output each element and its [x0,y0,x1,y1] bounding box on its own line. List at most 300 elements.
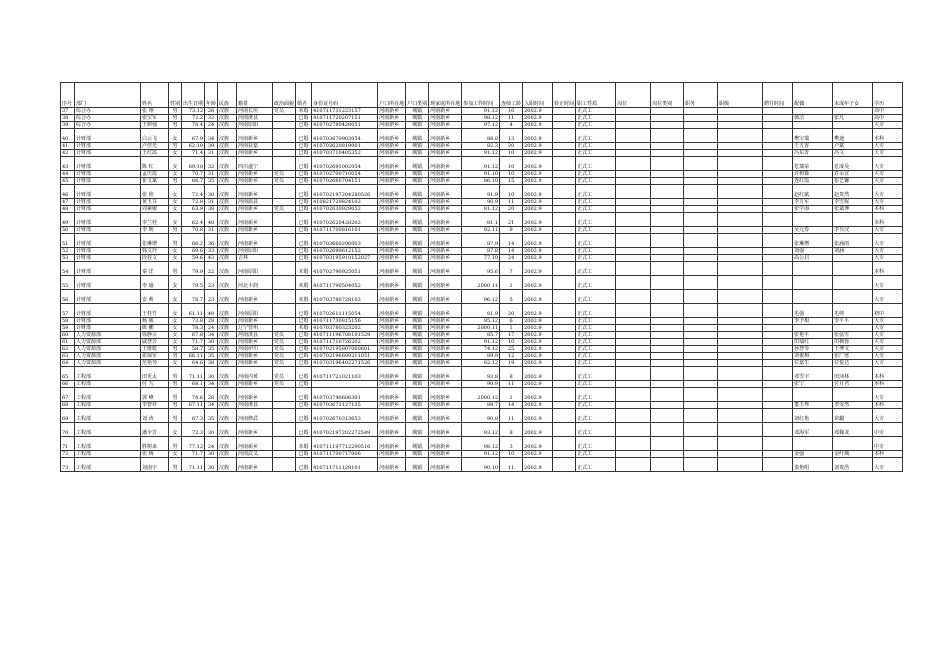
table-cell: 78.7 [182,290,205,304]
table-cell: 8 [500,367,523,381]
table-cell [616,234,651,248]
table-cell [553,122,576,129]
table-cell [616,437,651,451]
table-cell [763,339,793,346]
column-header: 入职时间 [523,83,553,108]
table-cell: 90.9 [462,381,500,388]
table-cell: 本科 [873,402,903,409]
table-cell: 已婚 [296,423,312,437]
table-cell: 女 [169,451,182,458]
table-row [61,213,903,227]
table-cell [718,339,763,346]
column-header: 出生日期 [182,83,205,108]
table-cell [833,108,873,115]
table-cell: 已婚 [296,318,312,325]
table-cell [273,290,296,304]
table-cell [684,381,718,388]
table-cell: 2002.9 [523,388,553,402]
table-cell [763,367,793,381]
table-cell: 90.8 [462,409,500,423]
table-cell [718,451,763,458]
table-cell: 城镇 [406,423,429,437]
table-cell: 工程部 [75,409,141,423]
table-cell: 金强 [793,451,833,458]
table-cell: 城镇 [406,437,429,451]
table-cell: 正式工 [576,248,616,255]
table-cell: 河南新乡 [429,304,462,318]
table-cell: 36 [205,234,218,248]
table-cell [718,423,763,437]
table-cell [553,199,576,206]
table-cell [616,353,651,360]
table-cell [718,129,763,143]
table-cell [793,213,833,227]
table-cell: 正式工 [576,402,616,409]
table-cell: 10 [500,171,523,178]
table-cell: 2002.9 [523,353,553,360]
table-cell: 410711197712290516 [312,437,378,451]
table-cell: 43 [61,157,75,171]
table-cell: 正式工 [576,304,616,318]
table-cell: 河南新乡 [237,290,273,304]
table-cell [684,360,718,367]
table-cell [616,213,651,227]
table-cell: 王五香 [793,143,833,150]
table-cell: 47 [61,199,75,206]
table-row [61,353,903,360]
table-cell [763,276,793,290]
table-cell [718,262,763,276]
table-cell: 郭 峰 [141,388,169,402]
table-cell [763,346,793,353]
table-cell: 汉族 [218,451,237,458]
table-cell [553,437,576,451]
table-cell: 汉族 [218,360,237,367]
table-cell: 大专 [873,234,903,248]
table-row [61,206,903,213]
table-cell: 11 [500,409,523,423]
table-cell: 男 [169,346,182,353]
table-cell: 女 [169,339,182,346]
table-cell [616,150,651,157]
table-cell: 毛强 [793,304,833,318]
table-cell: 河南新乡 [237,458,273,472]
table-cell: 女 [169,185,182,199]
table-cell: 李 瑜 [141,276,169,290]
table-cell: 男 [169,458,182,472]
table-cell: 58 [61,318,75,325]
table-cell: 计财部 [75,185,141,199]
table-cell: 41 [61,143,75,150]
table-cell: 河南修武 [237,409,273,423]
table-cell: 17 [500,332,523,339]
table-cell: 正式工 [576,451,616,458]
table-cell: 61 [61,339,75,346]
table-cell: 2002.9 [523,255,553,262]
table-cell: 孟庆霞 [141,171,169,178]
table-cell: 河南新乡 [429,199,462,206]
table-cell [684,458,718,472]
table-cell [718,150,763,157]
table-cell: 66.11 [182,353,205,360]
table-cell: 73.12 [182,108,205,115]
table-cell [763,290,793,304]
table-cell: 410711731223157 [312,108,378,115]
table-cell: 57 [61,304,75,318]
table-cell [763,206,793,213]
table-cell [793,108,833,115]
table-cell: 汉族 [218,129,237,143]
table-cell [651,143,684,150]
table-cell: 2002.9 [523,171,553,178]
table-cell: 45 [61,178,75,185]
table-cell: 38 [205,360,218,367]
table-cell: 毛帅 [833,304,873,318]
table-cell [616,276,651,290]
table-cell: 党员 [273,108,296,115]
table-cell: 已婚 [296,213,312,227]
table-row [61,108,903,115]
table-cell: 城镇 [406,108,429,115]
table-cell: 40 [205,304,218,318]
column-header: 职务 [684,83,718,108]
table-cell: 49 [61,213,75,227]
table-cell: 张琳增 [793,234,833,248]
table-cell: 党员 [273,353,296,360]
table-cell: 2002.9 [523,227,553,234]
table-row [61,143,903,150]
table-cell: 24 [500,255,523,262]
table-cell [684,115,718,122]
table-cell: 河南新乡 [378,115,406,122]
table-cell: 71.7 [182,339,205,346]
table-cell: 工程部 [75,381,141,388]
table-cell [763,360,793,367]
table-row [61,402,903,409]
table-cell: 89.9 [462,353,500,360]
table-row [61,262,903,276]
table-cell [273,227,296,234]
table-cell [763,150,793,157]
table-cell: 城镇 [406,143,429,150]
table-cell [763,423,793,437]
table-cell [684,171,718,178]
table-cell: 98.12 [462,115,500,122]
table-cell: 男 [169,353,182,360]
table-cell: 已婚 [296,143,312,150]
table-cell: 汉族 [218,290,237,304]
table-cell: 大专 [873,458,903,472]
table-cell: 河南新乡 [429,353,462,360]
table-cell: 许树森 [793,171,833,178]
table-cell [553,409,576,423]
table-cell: 正式工 [576,339,616,346]
table-cell [718,248,763,255]
table-cell: 85.7 [462,332,500,339]
table-cell: 35 [205,346,218,353]
table-cell [616,115,651,122]
table-cell: 10 [500,451,523,458]
table-cell: 大专 [873,409,903,423]
table-cell: 计财部 [75,234,141,248]
table-cell: 40 [205,213,218,227]
table-cell: 张弦雪 [833,332,873,339]
table-cell: 未婚 [296,290,312,304]
table-cell [833,325,873,332]
table-cell [616,108,651,115]
table-cell: 河南新乡 [237,171,273,178]
table-cell: 98.12 [462,437,500,451]
table-cell: 计财部 [75,304,141,318]
table-cell [651,255,684,262]
table-cell [718,206,763,213]
table-cell: 计财部 [75,206,141,213]
table-cell: 2002.9 [523,178,553,185]
table-cell: 93.8 [462,367,500,381]
table-cell [553,227,576,234]
table-cell: 河南新乡 [429,248,462,255]
table-cell [553,143,576,150]
table-cell: 已婚 [296,346,312,353]
table-cell: 64.6 [182,360,205,367]
table-cell: 81.1 [462,213,500,227]
table-cell: 410711790504052 [312,276,378,290]
table-cell [763,171,793,178]
table-cell: 王树强 [141,122,169,129]
table-cell [833,290,873,304]
table-cell: 82.12 [462,360,500,367]
table-cell: 河南新乡 [378,206,406,213]
table-cell: 已婚 [296,157,312,171]
table-cell [616,304,651,318]
table-cell [718,402,763,409]
table-cell: 2002.9 [523,346,553,353]
table-cell: 张斌博 [833,206,873,213]
table-cell [616,129,651,143]
table-cell: 2002.9 [523,304,553,318]
table-cell: 410702690612152 [312,248,378,255]
table-cell [553,157,576,171]
table-cell: 城镇 [406,367,429,381]
table-cell [718,325,763,332]
table-cell [273,276,296,290]
table-cell: 正式工 [576,178,616,185]
table-cell [793,437,833,451]
table-cell: 20 [500,304,523,318]
table-cell: 河南新乡 [429,360,462,367]
table-cell: 男 [169,262,182,276]
table-cell: 未婚 [296,276,312,290]
table-cell: 河南新乡 [429,451,462,458]
table-cell: 2002.9 [523,199,553,206]
table-cell: 城镇 [406,150,429,157]
table-cell [684,213,718,227]
table-cell: 汉族 [218,108,237,115]
column-header: 婚否 [296,83,312,108]
table-cell: 2002.9 [523,143,553,150]
table-cell: 河南新乡 [429,213,462,227]
table-cell: 付 九 [141,381,169,388]
table-cell: 大专 [873,325,903,332]
table-cell: 胜树来 [141,437,169,451]
table-cell: 66.7 [182,178,205,185]
table-cell: 河南新乡 [378,381,406,388]
table-cell [553,353,576,360]
table-cell: 2002.9 [523,206,553,213]
table-cell: 410821720824102 [312,199,378,206]
table-cell: 张宁 [793,381,833,388]
table-cell: 已婚 [296,206,312,213]
column-header: 未成年子女 [833,83,873,108]
table-cell: 位嘉生 [793,360,833,367]
table-cell: 河南新乡 [237,227,273,234]
column-header: 岗位 [616,83,651,108]
table-cell: 59 [61,325,75,332]
table-cell [651,248,684,255]
table-cell: 刘 涛 [141,409,169,423]
column-header: 性别 [169,83,182,108]
table-cell: 63.9 [182,206,205,213]
table-cell: 董玉秀 [793,402,833,409]
table-cell [616,367,651,381]
table-cell: 计财部 [75,213,141,227]
table-cell [273,402,296,409]
table-cell: 2002.9 [523,332,553,339]
table-cell: 1 [500,276,523,290]
table-cell [684,325,718,332]
table-cell [684,199,718,206]
table-row [61,290,903,304]
table-cell [718,290,763,304]
table-cell: 大专 [873,150,903,157]
table-cell: 已婚 [296,360,312,367]
table-cell: 河南新乡 [429,227,462,234]
table-cell: 河南新乡 [378,213,406,227]
table-cell [763,304,793,318]
table-cell: 汉族 [218,346,237,353]
table-cell: 10 [500,157,523,171]
table-cell [684,276,718,290]
table-cell [718,178,763,185]
table-cell: 68 [61,402,75,409]
table-cell [718,199,763,206]
table-cell [616,227,651,234]
table-cell: 城镇 [406,451,429,458]
table-cell: 97.12 [462,122,500,129]
table-cell: 410711721021103 [312,367,378,381]
table-row [61,150,903,157]
table-cell: 9 [500,227,523,234]
table-cell [312,381,378,388]
table-cell: 70 [61,423,75,437]
table-cell [763,262,793,276]
table-cell: 河南伊川 [237,346,273,353]
table-cell: 女 [169,276,182,290]
table-cell: 河南长垣 [237,108,273,115]
table-cell: 67.3 [182,409,205,423]
table-cell: 李平平 [833,318,873,325]
table-cell: 10 [500,339,523,346]
table-cell: 已婚 [296,458,312,472]
table-cell: 410702700710054 [312,171,378,178]
table-cell: 河南新乡 [429,234,462,248]
table-cell: 河南内黄 [237,367,273,381]
table-cell [651,388,684,402]
table-cell [553,325,576,332]
table-row [61,157,903,171]
table-cell: 大专 [873,122,903,129]
table-cell: 73.8 [182,318,205,325]
table-cell: 大专 [873,199,903,206]
table-cell: 张保军 [141,353,169,360]
table-cell: 44 [61,171,75,178]
table-cell: 李 明 [141,227,169,234]
table-cell: 56 [61,290,75,304]
table-cell [553,388,576,402]
table-cell: 35 [205,409,218,423]
table-cell: 已婚 [296,227,312,234]
table-cell: 河南新乡 [378,409,406,423]
table-cell: 48 [61,206,75,213]
table-cell: 连红霞 [793,178,833,185]
table-cell: 70.7 [182,171,205,178]
table-cell: 14 [500,248,523,255]
table-cell: 未婚 [296,437,312,451]
table-cell [718,143,763,150]
table-cell: 2002.9 [523,381,553,388]
table-cell: 河南新乡 [429,458,462,472]
column-header: 身份证号码 [312,83,378,108]
table-cell [651,262,684,276]
table-cell: 河南新乡 [429,122,462,129]
table-cell: 男 [169,227,182,234]
table-cell: 11 [500,458,523,472]
table-cell: 55 [61,276,75,290]
table-cell: 王桂竹 [141,304,169,318]
table-cell: 计财部 [75,318,141,325]
table-cell: 计财部 [75,255,141,262]
table-cell [651,423,684,437]
table-cell [718,332,763,339]
table-cell [718,458,763,472]
table-cell: 工程部 [75,388,141,402]
table-cell [616,346,651,353]
table-cell [684,339,718,346]
table-cell: 410703660206003 [312,234,378,248]
table-cell: 大专 [873,178,903,185]
table-cell: 城镇 [406,346,429,353]
table-cell [273,248,296,255]
table-cell: 62.4 [182,213,205,227]
table-cell [833,262,873,276]
table-cell [616,332,651,339]
table-cell [684,234,718,248]
table-cell: 河南新乡 [378,437,406,451]
table-cell: 党员 [273,360,296,367]
table-cell [651,234,684,248]
table-cell: 河南新乡 [378,325,406,332]
table-cell: 党员 [273,381,296,388]
table-row [61,318,903,325]
table-cell: 汉族 [218,304,237,318]
table-cell: 计财部 [75,178,141,185]
table-cell [763,122,793,129]
table-cell: 91.12 [462,451,500,458]
table-cell [553,360,576,367]
table-cell [833,255,873,262]
table-cell: 已婚 [296,122,312,129]
table-cell [763,437,793,451]
